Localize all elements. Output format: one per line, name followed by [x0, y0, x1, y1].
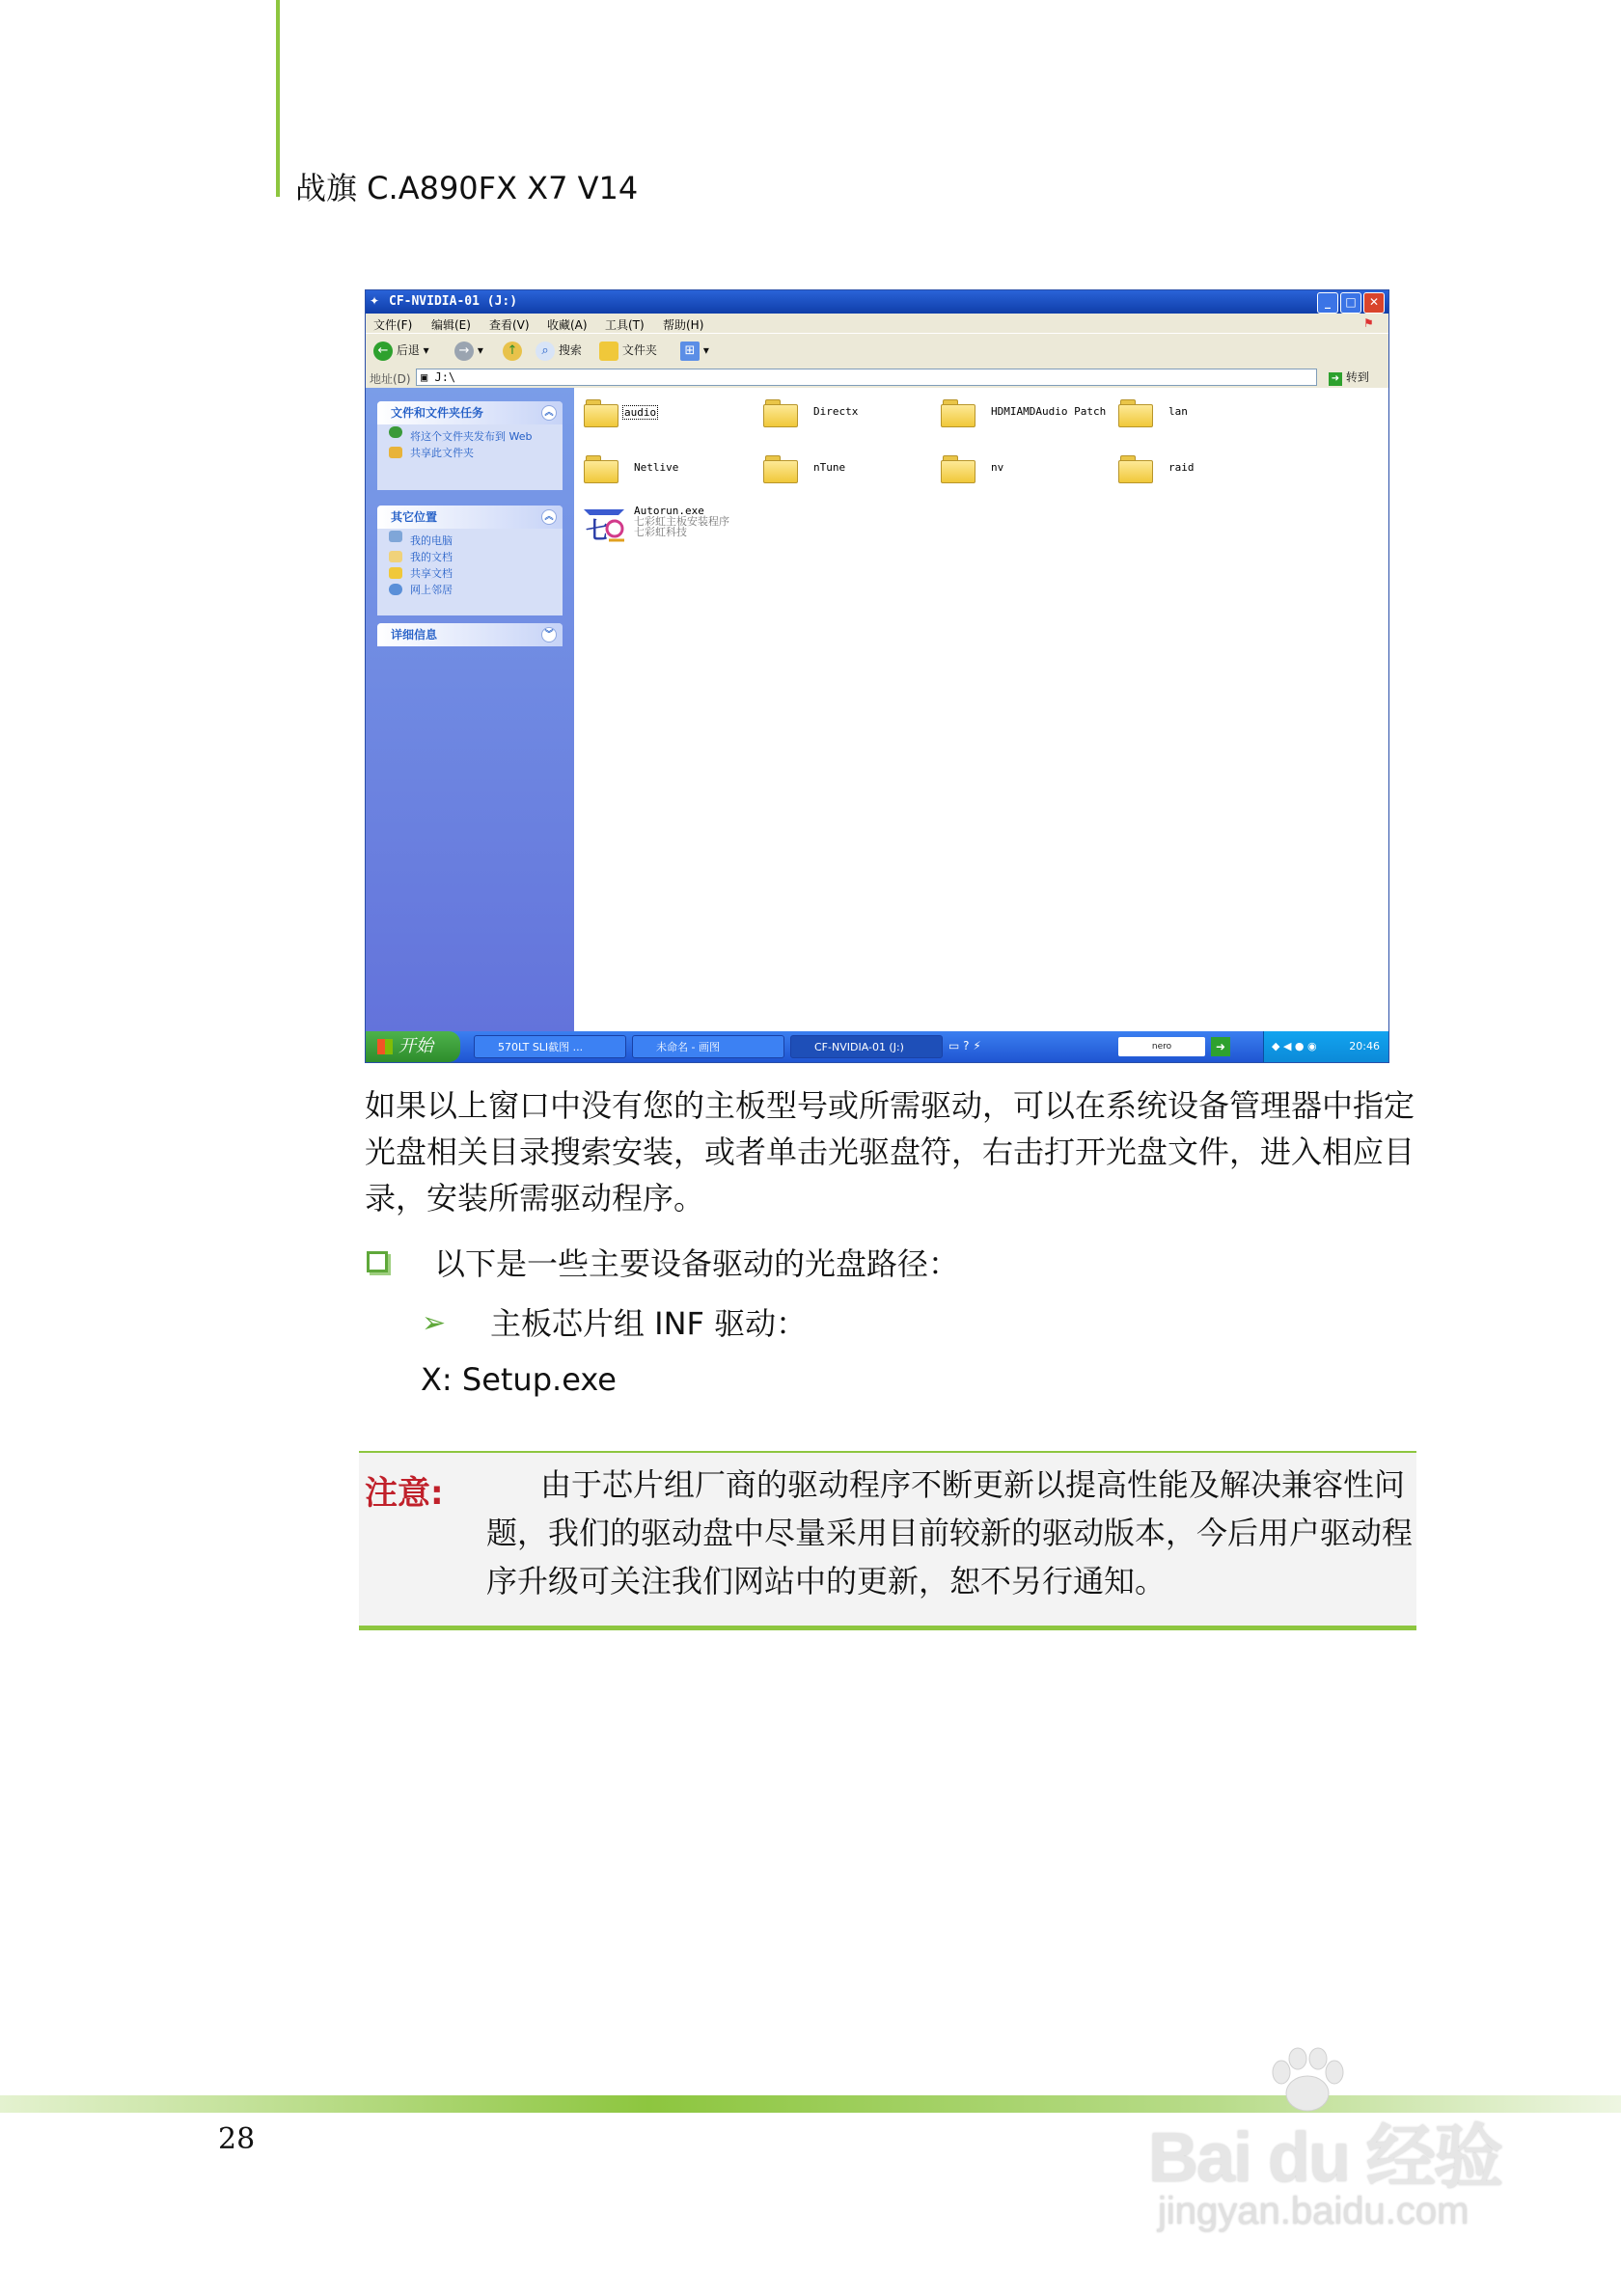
views-grid-icon: ⊞: [680, 342, 700, 361]
watermark-url: jingyan.baidu.com: [1158, 2190, 1470, 2232]
folder-icon: [1118, 399, 1151, 424]
taskbar-task[interactable]: 未命名 - 画图: [632, 1035, 784, 1058]
nero-search-box[interactable]: nero: [1118, 1037, 1205, 1056]
panel-file-tasks-header[interactable]: 文件和文件夹任务 ︽: [377, 401, 563, 424]
collapse-chevron-icon[interactable]: ︽: [541, 405, 557, 421]
header-accent-rule: [276, 0, 280, 197]
folder-item[interactable]: [941, 394, 1114, 432]
search-icon: ⌕: [536, 342, 555, 361]
address-bar: [366, 367, 1388, 388]
menu-edit[interactable]: 编辑(E): [431, 318, 471, 332]
folder-name: nv: [991, 461, 1004, 474]
forward-arrow-icon: →: [454, 342, 474, 361]
task-pane: [366, 388, 574, 1031]
menu-file[interactable]: 文件(F): [373, 318, 413, 332]
collapse-chevron-icon[interactable]: ︽: [541, 509, 557, 525]
checkbox-bullet-icon: [367, 1251, 388, 1272]
menu-favorites[interactable]: 收藏(A): [547, 318, 588, 332]
address-input[interactable]: ▣ J:\: [416, 369, 1317, 386]
arrow-bullet-icon: ➢: [422, 1306, 447, 1340]
driver-path: X: Setup.exe: [421, 1361, 617, 1398]
folder-name: lan: [1168, 405, 1188, 418]
taskbar-task[interactable]: 570LT SLI截图 ...: [474, 1035, 626, 1058]
folder-item[interactable]: [1118, 450, 1282, 488]
menu-bar: [366, 314, 1388, 333]
go-button[interactable]: ➜ 转到: [1329, 369, 1369, 386]
place-my-computer[interactable]: 我的电脑: [377, 529, 563, 549]
quicklaunch-icons[interactable]: ▭ ? ⚡: [948, 1039, 981, 1052]
go-arrow-icon: ➜: [1329, 372, 1342, 386]
menu-view[interactable]: 查看(V): [489, 318, 530, 332]
window-icon: ✦: [370, 294, 380, 308]
folder-item[interactable]: [941, 450, 1105, 488]
autorun-company: 七彩虹科技: [634, 526, 687, 538]
toolbar: [366, 333, 1388, 368]
autorun-description: 七彩虹主板安装程序: [634, 515, 729, 528]
folder-name: Directx: [813, 405, 859, 418]
place-network[interactable]: 网上邻居: [377, 582, 563, 598]
folder-icon: [584, 455, 617, 480]
system-tray: [1263, 1031, 1389, 1062]
panel-details: [377, 623, 563, 646]
page-header-title: 战旗 C.A890FX X7 V14: [295, 170, 639, 206]
panel-details-header[interactable]: 详细信息 ︾: [377, 623, 563, 646]
back-button[interactable]: ← 后退 ▾: [373, 340, 429, 361]
folder-item[interactable]: [763, 394, 927, 432]
page-number: 28: [218, 2122, 256, 2156]
forward-button[interactable]: → ▾: [454, 340, 483, 361]
panel-other-places: [377, 506, 563, 615]
folder-name: Netlive: [634, 461, 679, 474]
views-button[interactable]: ⊞ ▾: [680, 340, 709, 361]
folder-item[interactable]: [584, 450, 748, 488]
folders-icon: [599, 342, 618, 361]
address-label: 地址(D): [370, 372, 411, 386]
svg-text:七: 七: [586, 516, 609, 544]
folder-icon: [941, 399, 974, 424]
expand-chevron-icon[interactable]: ︾: [541, 627, 557, 642]
window-titlebar: [366, 290, 1388, 314]
folder-icon: [584, 399, 617, 424]
drive-icon: ▣: [421, 370, 428, 384]
folder-name: raid: [1168, 461, 1195, 474]
windows-flag-icon: ⚑: [1363, 316, 1374, 330]
start-button[interactable]: 开始: [366, 1031, 460, 1062]
autorun-text: [634, 506, 729, 537]
computer-icon: [389, 531, 402, 542]
paragraph-instructions: 如果以上窗口中没有您的主板型号或所需驱动，可以在系统设备管理器中指定光盘相关目录搜索安装，或者单击光驱盘符，右击打开光盘文件，进入相应目录，安装所需驱动程序。: [365, 1087, 1415, 1216]
panel-file-tasks: [377, 401, 563, 490]
autorun-file-item[interactable]: [580, 504, 792, 548]
folder-name: nTune: [813, 461, 846, 474]
folder-item[interactable]: [763, 450, 927, 488]
menu-help[interactable]: 帮助(H): [663, 318, 704, 332]
taskbar-task-active[interactable]: CF-NVIDIA-01 (J:): [790, 1035, 943, 1058]
file-list: [574, 388, 1388, 1031]
task-publish-web[interactable]: 将这个文件夹发布到 Web: [377, 424, 563, 445]
up-folder-icon: ↑: [503, 342, 522, 361]
close-button[interactable]: ✕: [1363, 292, 1385, 314]
autorun-filename: Autorun.exe: [634, 505, 704, 517]
explorer-screenshot: [365, 289, 1389, 1063]
windows-logo-icon: [377, 1039, 393, 1054]
note-label: 注意:: [365, 1474, 444, 1513]
globe-icon: [389, 426, 402, 438]
watermark-brand: Bai du 经验: [1148, 2119, 1502, 2197]
sub-bullet-chipset-inf: 主板芯片组 INF 驱动：: [490, 1305, 808, 1342]
menu-tools[interactable]: 工具(T): [605, 318, 645, 332]
folder-icon: [763, 455, 796, 480]
network-icon: [389, 584, 402, 595]
place-my-documents[interactable]: 我的文档: [377, 549, 563, 565]
panel-other-places-header[interactable]: 其它位置 ︽: [377, 506, 563, 529]
tray-clock: 20:46: [1349, 1040, 1380, 1052]
documents-icon: [389, 551, 402, 562]
note-text: 由于芯片组厂商的驱动程序不断更新以提高性能及解决兼容性问题，我们的驱动盘中尽量采用目前较新的驱动版本，今后用户驱动程序升级可关注我们网站中的更新，恕不另行通知。: [486, 1466, 1414, 1599]
place-shared-documents[interactable]: 共享文档: [377, 565, 563, 582]
maximize-button[interactable]: □: [1340, 292, 1361, 314]
folder-item[interactable]: [584, 394, 748, 432]
folders-button[interactable]: 文件夹: [599, 340, 657, 361]
share-folder-icon: [389, 447, 402, 458]
minimize-button[interactable]: _: [1317, 292, 1338, 314]
back-arrow-icon: ←: [373, 342, 393, 361]
colorful-logo-icon: [580, 504, 628, 546]
folder-icon: [1118, 455, 1151, 480]
folder-icon: [941, 455, 974, 480]
shared-folder-icon: [389, 567, 402, 579]
window-title: CF-NVIDIA-01 (J:): [389, 294, 518, 309]
search-button[interactable]: ⌕ 搜索: [536, 340, 582, 361]
folder-name: audio: [624, 406, 657, 419]
task-share-folder[interactable]: 共享此文件夹: [377, 445, 563, 461]
folder-icon: [763, 399, 796, 424]
folder-name: HDMIAMDAudio Patch: [991, 405, 1107, 418]
taskbar: [366, 1031, 1388, 1062]
baidu-watermark: [1139, 2045, 1544, 2238]
folder-item[interactable]: [1118, 394, 1282, 432]
nero-go-icon[interactable]: ➜: [1211, 1037, 1230, 1056]
up-folder-button[interactable]: [503, 340, 522, 361]
bullet-driver-paths: 以下是一些主要设备驱动的光盘路径：: [434, 1245, 960, 1282]
tray-icons[interactable]: ◆ ◀ ● ◉: [1272, 1040, 1317, 1052]
